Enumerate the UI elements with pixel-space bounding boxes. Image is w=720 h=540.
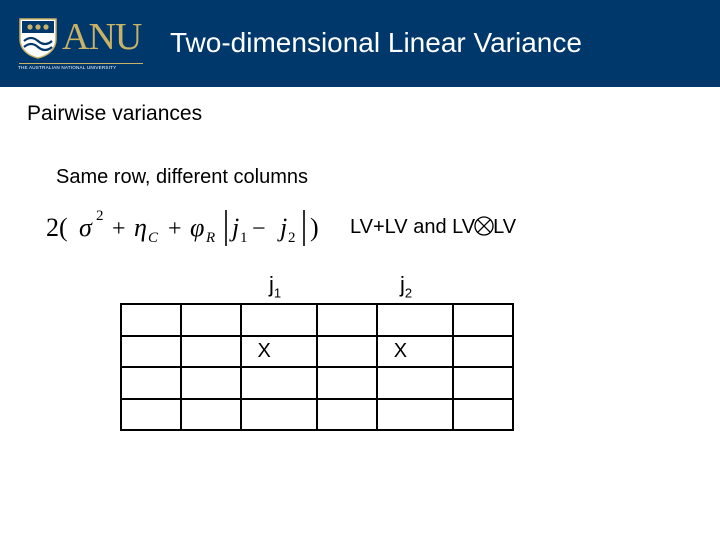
column-label-j1: $j_1$ [269, 272, 282, 301]
grid-cell [121, 336, 181, 368]
grid-cell [181, 367, 241, 399]
formula-eta-sub: C [148, 230, 159, 246]
grid-cell [317, 399, 377, 431]
heading-text: Pairwise variances [27, 102, 203, 125]
grid-cell-marked: X [241, 336, 317, 368]
grid-cell [121, 304, 181, 336]
grid-row [121, 367, 513, 399]
grid-cell [317, 367, 377, 399]
grid-cell [377, 367, 453, 399]
grid-cell [317, 304, 377, 336]
grid-cell [453, 304, 513, 336]
formula-close: ) [310, 213, 319, 242]
grid-cell [241, 304, 317, 336]
formula-j2: j [280, 213, 288, 242]
lv-label-left: LV+LV and LV [350, 216, 476, 238]
otimes-icon [473, 215, 495, 237]
formula-eta: η [134, 213, 147, 242]
formula-phi: φ [190, 213, 205, 242]
grid-row [121, 399, 513, 431]
lv-label-right: LV [493, 216, 517, 238]
grid-cell-marked: X [377, 336, 453, 368]
formula-phi-sub: R [206, 230, 216, 246]
grid-cell [181, 336, 241, 368]
grid-cell [181, 304, 241, 336]
formula-minus: − [246, 216, 272, 242]
formula-plus-2: + [162, 216, 188, 242]
university-name: THE AUSTRALIAN NATIONAL UNIVERSITY [18, 65, 117, 70]
grid-cell [453, 399, 513, 431]
column-label-j2: $j_2$ [400, 272, 413, 301]
grid-cell [317, 336, 377, 368]
grid-row [121, 304, 513, 336]
grid-cell [453, 367, 513, 399]
logo-divider [19, 63, 143, 64]
slide-title: Two-dimensional Linear Variance [170, 27, 582, 58]
grid-cell [121, 367, 181, 399]
formula-j1: j [232, 213, 240, 242]
formula-plus-1: + [106, 216, 132, 242]
subheading-text: Same row, different columns [56, 166, 308, 188]
logo-word: ANU [62, 16, 142, 58]
crest-icon [18, 17, 58, 59]
grid-cell [181, 399, 241, 431]
header-bar [0, 0, 720, 87]
grid-cell [453, 336, 513, 368]
lv-label [350, 215, 516, 239]
layout-grid [120, 303, 514, 431]
formula-j1-sub: 1 [240, 230, 248, 246]
grid-cell [241, 367, 317, 399]
variance-formula [46, 204, 326, 248]
grid-cell [121, 399, 181, 431]
formula-sigma: σ [79, 213, 92, 242]
formula-lead: 2( [46, 213, 68, 242]
grid-row [121, 336, 513, 368]
grid-cell [241, 399, 317, 431]
formula-j2-sub: 2 [288, 230, 296, 246]
grid-cell [377, 399, 453, 431]
formula-sigma-exp: 2 [96, 208, 104, 224]
anu-logo[interactable] [18, 17, 142, 71]
grid-cell [377, 304, 453, 336]
